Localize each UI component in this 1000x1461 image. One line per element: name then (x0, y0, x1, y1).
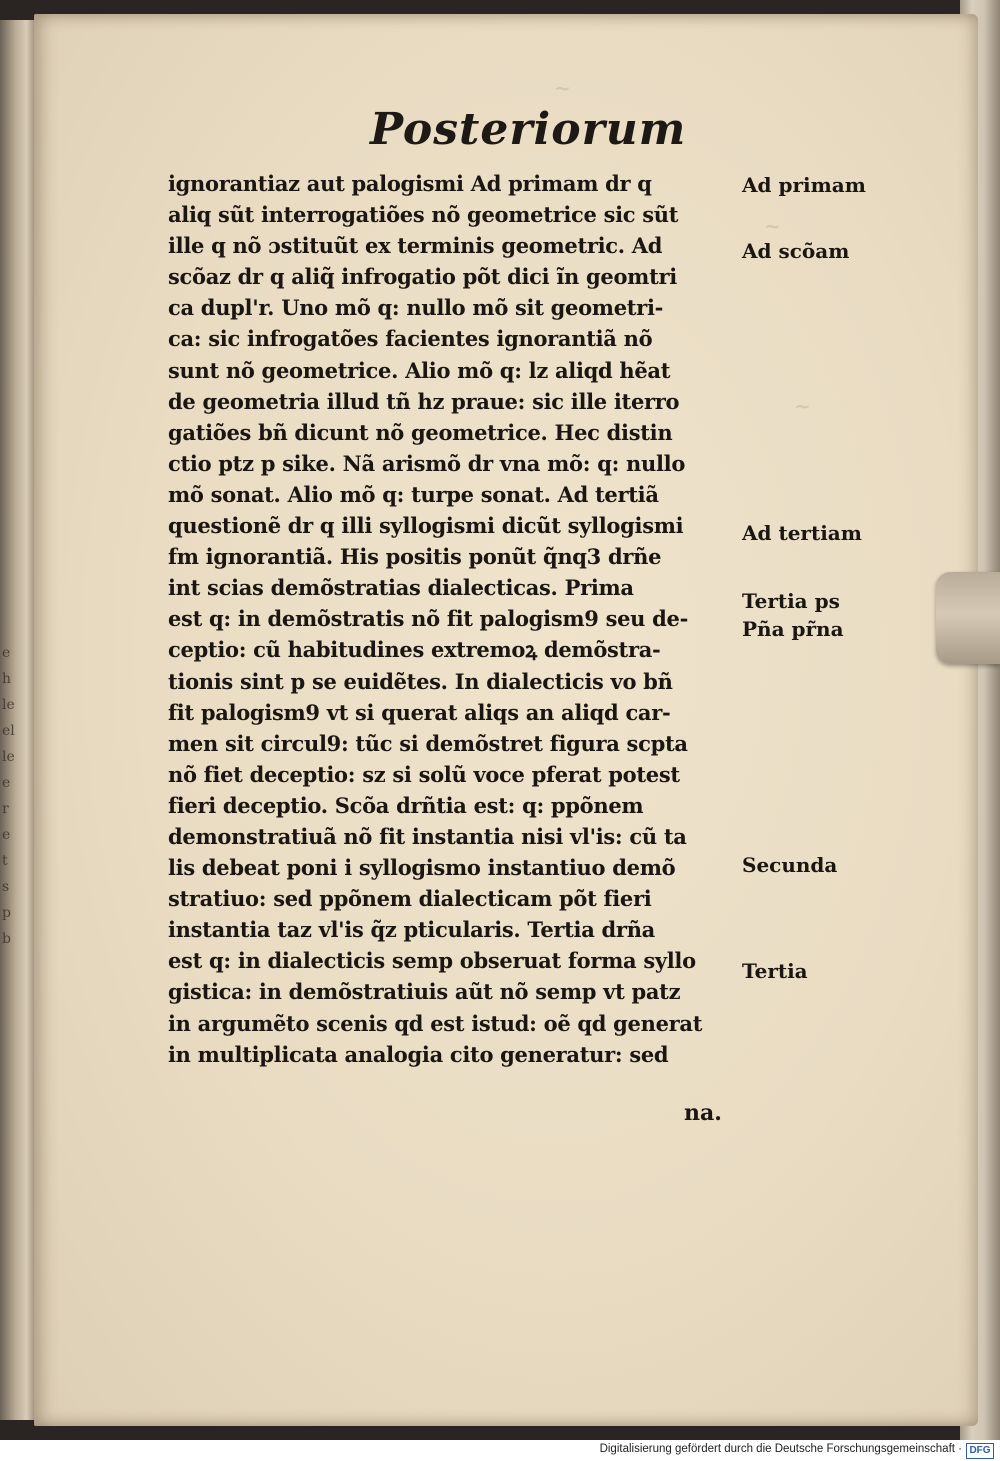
text-line: demonstratiuã nõ fit instantia nisi vl'is: cũ ta (168, 823, 687, 849)
text-line: ca dupl'r. Uno mõ q: nullo mõ sit geometri- (168, 295, 664, 321)
text-line: men sit circul9: tũc si demõstret figura scpta (168, 730, 688, 756)
text-line: in multiplicata analogia cito generatur: sed (168, 1041, 669, 1067)
text-line: fit palogism9 vt si querat aliqs an aliqd car- (168, 699, 671, 725)
catchword: na. (684, 1100, 722, 1126)
text-line: fieri deceptio. Scõa drñtia est: q: ppõnem (168, 792, 644, 818)
text-line: lis debeat poni i syllogismo instantiuo demõ (168, 855, 676, 881)
footer-bar (0, 1440, 1000, 1461)
text-line: sunt nõ geometrice. Alio mõ q: lz aliqd hẽat (168, 357, 671, 383)
running-head: Posteriorum (370, 104, 687, 155)
margin-note-ad-tertiam: Ad tertiam (742, 521, 862, 545)
book-clasp (936, 572, 1000, 664)
dfg-logo: DFG (966, 1443, 994, 1459)
margin-note-tertia-ps: Tertia ps (742, 589, 840, 613)
text-line: de geometria illud tñ hz praue: sic ille iterro (168, 388, 680, 414)
facing-page-edge (0, 20, 38, 1420)
margin-note-ad-secundam: Ad scõam (742, 239, 850, 263)
margin-note-prima-differentia: Pña pr̃na (742, 617, 844, 641)
text-line: nõ fiet deceptio: sz si solũ voce pferat potest (168, 761, 680, 787)
text-line: ille q nõ ɔstituũt ex terminis geometric. Ad (168, 233, 663, 259)
text-line: ca: sic infrogatões facientes ignorantiã nõ (168, 326, 653, 352)
text-line: scõaz dr q aliq̃ infrogatio põt dici ĩn geomtri (168, 264, 677, 290)
show-through-ghost: ~ (554, 76, 571, 100)
text-line: ctio ptz p sike. Nã arismõ dr vna mõ: q: nullo (168, 450, 686, 476)
show-through-ghost: ~ (764, 214, 781, 238)
text-line: est q: in demõstratis nõ fit palogism9 seu de- (168, 606, 689, 632)
text-line: ignorantiaz aut palogismi Ad primam dr q (168, 171, 652, 196)
text-line: mõ sonat. Alio mõ q: turpe sonat. Ad tertiã (168, 481, 659, 507)
facing-page-bleed-text: e h le el le e r e t s p b (2, 645, 15, 947)
margin-note-secunda: Secunda (742, 853, 838, 877)
text-line: questionẽ dr q illi syllogismi dicũt syllogismi (168, 513, 684, 539)
show-through-ghost: ~ (794, 394, 811, 418)
text-line: instantia taz vl'is q̃z pticularis. Tertia drña (168, 917, 655, 943)
text-line: stratiuo: sed ppõnem dialecticam põt fieri (168, 886, 652, 912)
text-line: ceptio: cũ habitudines extremoꝝ demõstra- (168, 637, 661, 663)
text-line: int scias demõstratias dialecticas. Prima (168, 575, 634, 601)
main-text-block (168, 168, 748, 1070)
text-line: gatiões bñ dicunt nõ geometrice. Hec distin (168, 419, 673, 445)
text-line: est q: in dialecticis semp obseruat forma syllo (168, 948, 696, 974)
margin-note-ad-primam: Ad primam (742, 173, 866, 197)
margin-note-tertia: Tertia (742, 959, 808, 983)
text-line: aliq sũt interrogatiões nõ geometrice sic sũt (168, 202, 679, 228)
text-line: tionis sint p se euidẽtes. In dialecticis vo bñ (168, 668, 673, 694)
text-line: in argumẽto scenis qd est istud: oẽ qd generat (168, 1010, 703, 1036)
text-line: fm ignorantiã. His positis ponũt q̃nq3 drñe (168, 544, 662, 570)
funding-credit: Digitalisierung gefördert durch die Deutsche Forschungsgemeinschaft · (599, 1443, 962, 1455)
text-line: gistica: in demõstratiuis aũt nõ semp vt patz (168, 979, 681, 1005)
